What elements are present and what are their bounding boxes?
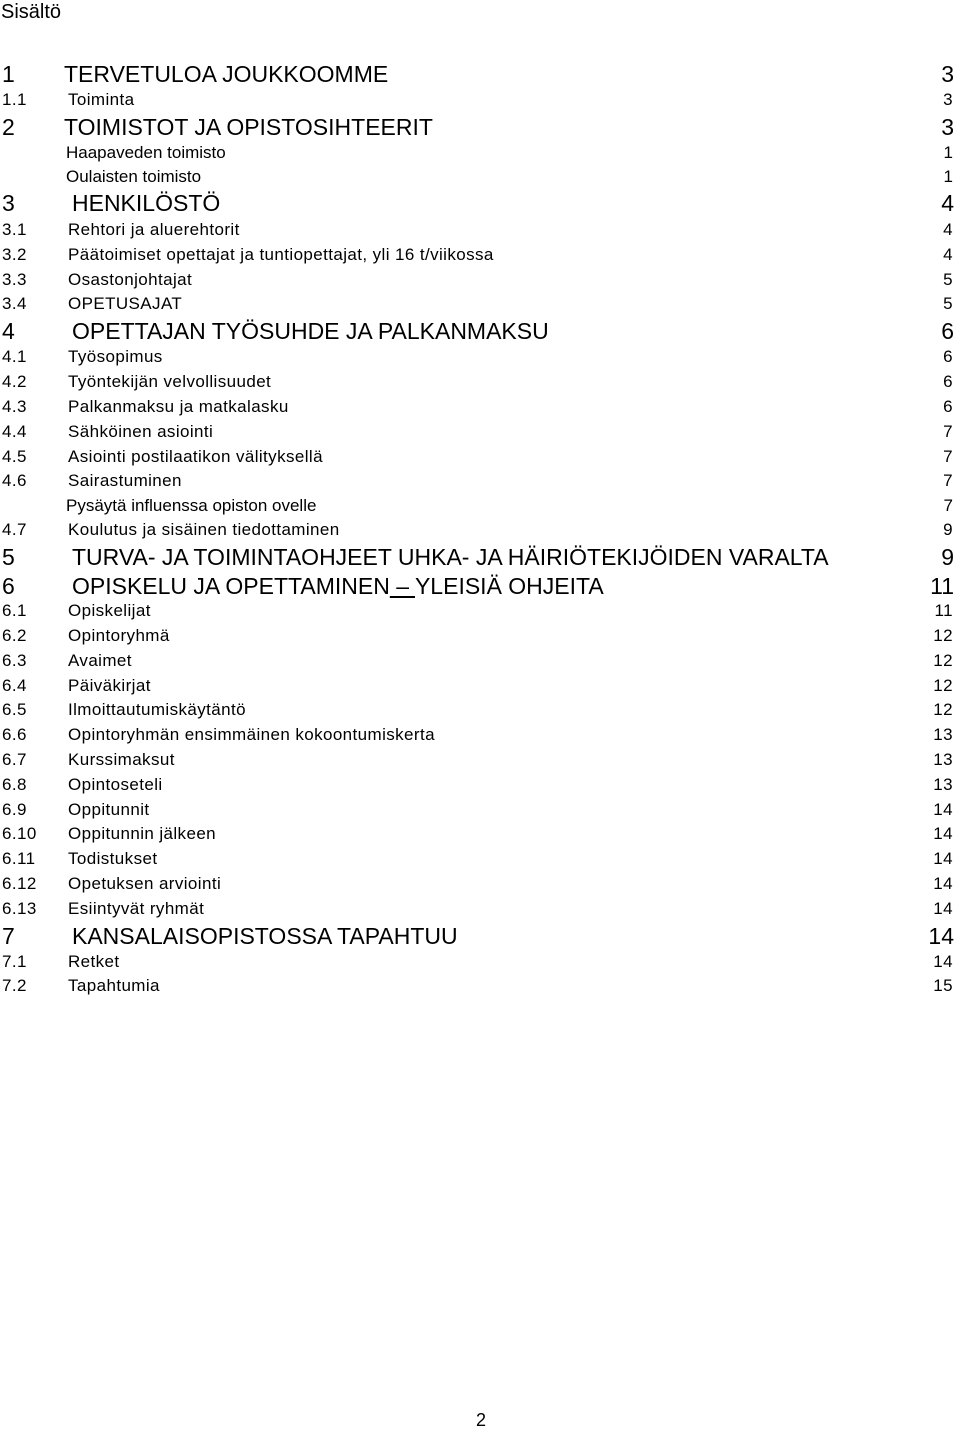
toc-page: 14 bbox=[933, 824, 953, 843]
toc-title: Sairastuminen bbox=[68, 471, 182, 490]
toc-page: 7 bbox=[943, 447, 953, 466]
toc-page: 15 bbox=[933, 976, 953, 995]
toc-title: Koulutus ja sisäinen tiedottaminen bbox=[68, 520, 340, 539]
toc-number: 5 bbox=[2, 544, 15, 570]
toc-page: 14 bbox=[933, 952, 953, 971]
toc-title: Oppitunnit bbox=[68, 800, 150, 819]
toc-number: 1 bbox=[2, 61, 15, 87]
toc-number: 6.7 bbox=[2, 750, 27, 769]
toc-number: 3 bbox=[2, 190, 15, 216]
toc-page: 14 bbox=[933, 800, 953, 819]
toc-page: 4 bbox=[941, 190, 954, 216]
toc-title: Pysäytä influenssa opiston ovelle bbox=[66, 496, 317, 515]
toc-page: 5 bbox=[943, 270, 953, 289]
toc-title: TERVETULOA JOUKKOOMME bbox=[64, 61, 389, 87]
toc-number: 4.3 bbox=[2, 397, 27, 416]
toc-page: 5 bbox=[943, 294, 953, 313]
toc-page: 6 bbox=[943, 397, 953, 416]
toc-title: Avaimet bbox=[68, 651, 132, 670]
toc-title: Ilmoittautumiskäytäntö bbox=[68, 700, 246, 719]
toc-title: KANSALAISOPISTOSSA TAPAHTUU bbox=[72, 923, 458, 949]
toc-title: OPETUSAJAT bbox=[68, 294, 183, 313]
toc-page: 12 bbox=[933, 700, 953, 719]
toc-number: 6.6 bbox=[2, 725, 27, 744]
toc-page: 14 bbox=[933, 899, 953, 918]
toc-number: 3.2 bbox=[2, 245, 27, 264]
toc-page: 13 bbox=[933, 725, 953, 744]
toc-title: Opintoryhmän ensimmäinen kokoontumiskerta bbox=[68, 725, 435, 744]
page-title: Sisältö bbox=[1, 1, 62, 23]
toc-page: 4 bbox=[943, 245, 953, 264]
toc-page: 3 bbox=[941, 114, 954, 140]
toc-page: 6 bbox=[941, 318, 954, 344]
toc-title: Oulaisten toimisto bbox=[66, 167, 202, 186]
toc-page: 9 bbox=[943, 520, 953, 539]
toc-title: Osastonjohtajat bbox=[68, 270, 193, 289]
toc-number: 3.4 bbox=[2, 294, 27, 313]
toc-page: 7 bbox=[943, 471, 953, 490]
toc-title: TURVA- JA TOIMINTAOHJEET UHKA- JA HÄIRIÖTEKIJÖIDEN VARALTA bbox=[72, 544, 829, 570]
toc-title: Päiväkirjat bbox=[68, 676, 151, 695]
toc-number: 7 bbox=[2, 923, 15, 949]
toc-page: 13 bbox=[933, 775, 953, 794]
toc-title: Päätoimiset opettajat ja tuntiopettajat, yli 16 t/viikossa bbox=[68, 245, 494, 264]
toc-number: 2 bbox=[2, 114, 15, 140]
toc-number: 3.3 bbox=[2, 270, 27, 289]
toc-title: Opiskelijat bbox=[68, 601, 151, 620]
toc-number: 4.5 bbox=[2, 447, 27, 466]
toc-title-part: YLEISIÄ OHJEITA bbox=[414, 573, 604, 599]
toc-number: 4.6 bbox=[2, 471, 27, 490]
toc-number: 6.1 bbox=[2, 601, 27, 620]
page-number-value: 2 bbox=[476, 1410, 487, 1430]
toc-title-part: OPISKELU JA OPETTAMINEN bbox=[72, 573, 390, 599]
toc-page: 11 bbox=[934, 601, 953, 620]
toc-title: Opintoseteli bbox=[68, 775, 163, 794]
toc-title: HENKILÖSTÖ bbox=[72, 190, 221, 216]
toc-number: 6 bbox=[2, 573, 15, 599]
toc-number: 7.1 bbox=[2, 952, 27, 971]
toc-number: 1.1 bbox=[2, 90, 27, 109]
toc-page: 1 bbox=[943, 167, 953, 186]
toc-title: Retket bbox=[68, 952, 120, 971]
toc-page: 3 bbox=[941, 61, 954, 87]
toc-title: Asiointi postilaatikon välityksellä bbox=[68, 447, 323, 466]
toc-title: TOIMISTOT JA OPISTOSIHTEERIT bbox=[64, 114, 433, 140]
toc-title: Esiintyvät ryhmät bbox=[68, 899, 205, 918]
toc-page: 12 bbox=[933, 676, 953, 695]
toc-number: 4.4 bbox=[2, 422, 27, 441]
toc-number: 4.1 bbox=[2, 347, 27, 366]
toc-number: 6.4 bbox=[2, 676, 27, 695]
toc-page: 1 bbox=[943, 143, 953, 162]
toc-page: 14 bbox=[933, 874, 953, 893]
toc-page: 6 bbox=[943, 347, 953, 366]
toc-page: 3 bbox=[943, 90, 953, 109]
toc-number: 4.7 bbox=[2, 520, 27, 539]
toc-title: Palkanmaksu ja matkalasku bbox=[68, 397, 289, 416]
toc-page: 11 bbox=[930, 573, 954, 599]
toc-title: Sähköinen asiointi bbox=[68, 422, 214, 441]
toc-number: 6.8 bbox=[2, 775, 27, 794]
toc-title: Työntekijän velvollisuudet bbox=[68, 372, 272, 391]
toc-page: 7 bbox=[943, 422, 953, 441]
toc-page: 13 bbox=[933, 750, 953, 769]
toc-page: 14 bbox=[928, 923, 954, 949]
toc-page: 14 bbox=[933, 849, 953, 868]
toc-title: Kurssimaksut bbox=[68, 750, 175, 769]
toc-title: Työsopimus bbox=[68, 347, 163, 366]
toc-page: 12 bbox=[933, 626, 953, 645]
toc-page: 12 bbox=[933, 651, 953, 670]
toc-page: 6 bbox=[943, 372, 953, 391]
toc-page: 9 bbox=[941, 544, 954, 570]
toc-title: OPETTAJAN TYÖSUHDE JA PALKANMAKSU bbox=[72, 318, 549, 344]
toc-title: Rehtori ja aluerehtorit bbox=[68, 220, 240, 239]
toc-title: Toiminta bbox=[68, 90, 135, 109]
toc-title bbox=[72, 572, 604, 600]
toc-number: 6.11 bbox=[2, 849, 36, 868]
toc-title: Todistukset bbox=[68, 849, 158, 868]
toc-title: Opetuksen arviointi bbox=[68, 874, 222, 893]
toc-number: 6.3 bbox=[2, 651, 27, 670]
toc-page: 4 bbox=[943, 220, 953, 239]
toc-title-dash: – bbox=[389, 573, 415, 599]
toc-page: 7 bbox=[943, 496, 953, 515]
toc-title: Oppitunnin jälkeen bbox=[68, 824, 217, 843]
toc-number: 4 bbox=[2, 318, 15, 344]
toc-title: Tapahtumia bbox=[68, 976, 160, 995]
toc-number: 6.5 bbox=[2, 700, 27, 719]
toc-number: 6.10 bbox=[2, 824, 37, 843]
toc-number: 6.13 bbox=[2, 899, 37, 918]
toc-number: 6.9 bbox=[2, 800, 27, 819]
toc-title: Opintoryhmä bbox=[68, 626, 170, 645]
toc-number: 3.1 bbox=[2, 220, 27, 239]
toc-number: 6.12 bbox=[2, 874, 37, 893]
toc-number: 4.2 bbox=[2, 372, 27, 391]
toc-title: Haapaveden toimisto bbox=[66, 143, 226, 162]
toc-number: 7.2 bbox=[2, 976, 27, 995]
toc-number: 6.2 bbox=[2, 626, 27, 645]
